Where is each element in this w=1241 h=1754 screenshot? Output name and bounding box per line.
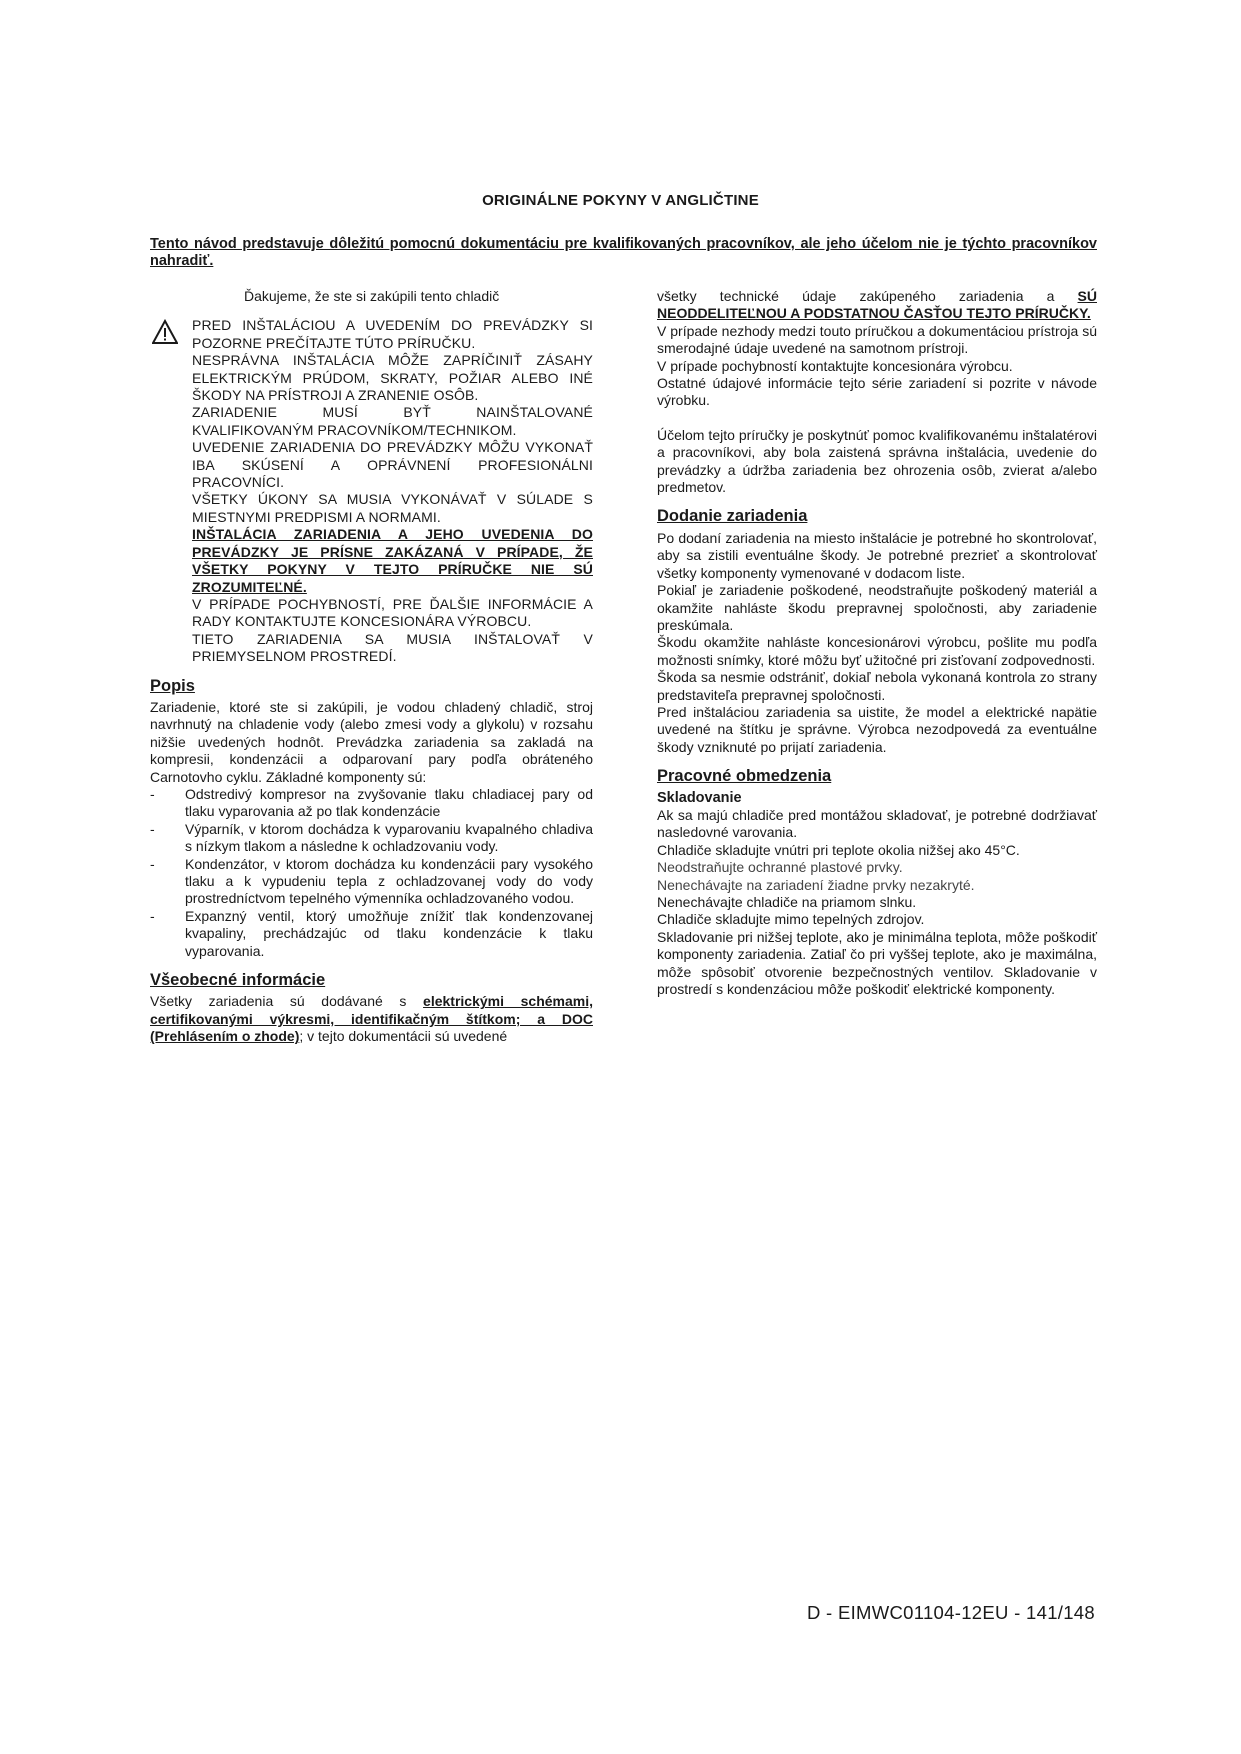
thanks-text: Ďakujeme, že ste si zakúpili tento chladič	[244, 288, 500, 304]
delivery-text-1: Po dodaní zariadenia na miesto inštalácie je potrebné ho skontrolovať, aby sa zistili eventuálne škody. Je potrebné prezrieť a skontrolovať všetky komponenty vymenované v dodacom liste.	[657, 529, 1097, 581]
storage-text-4: Nenechávajte na zariadení žiadne prvky nezakryté.	[657, 876, 975, 893]
storage-text-2: Chladiče skladujte vnútri pri teplote okolia nižšej ako 45°C.	[657, 841, 1020, 858]
subheading-skladovanie: Skladovanie	[657, 789, 742, 806]
technical-data-continuation: všetky technické údaje zakúpeného zariadenia a SÚ NEODDELITEĽNOU A PODSTATNOU ČASŤOU TEJTO PRÍRUČKY.	[657, 288, 1097, 322]
list-item: - Expanzný ventil, ktorý umožňuje znížiť tlak kondenzovanej kvapaliny, prechádzajúc od tlaku kondenzácie k tlaku vyparovania.	[150, 908, 593, 960]
components-list	[150, 786, 593, 960]
warning-qualified-personnel: ZARIADENIE MUSÍ BYŤ NAINŠTALOVANÉ KVALIFIKOVANÝM PRACOVNÍKOM/TECHNIKOM.	[192, 404, 593, 438]
manual-purpose: Účelom tejto príručky je poskytnúť pomoc kvalifikovanému inštalatérovi a pracovníkovi, aby bola zaistená správna inštalácia, uvedenie do prevádzky a údržba zariadenia bez ohrozenia osôb, zvierat a/alebo predmetov.	[657, 426, 1097, 496]
left-column	[150, 288, 593, 1046]
warning-prohibited: INŠTALÁCIA ZARIADENIA A JEHO UVEDENIA DO PREVÁDZKY JE PRÍSNE ZAKÁZANÁ V PRÍPADE, ŽE VŠETKY POKYNY V TEJTO PRÍRUČKE NIE SÚ ZROZUMITEĽNÉ.	[192, 526, 593, 595]
section-heading-vseobecne: Všeobecné informácie	[150, 971, 326, 990]
section-heading-popis: Popis	[150, 676, 195, 695]
intro-note: Tento návod predstavuje dôležitú pomocnú dokumentáciu pre kvalifikovaných pracovníkov, ale jeho účelom nie je týchto pracovníkov nahradiť.	[150, 236, 1097, 269]
storage-text-5: Nenechávajte chladiče na priamom slnku.	[657, 894, 917, 910]
warning-commissioning: UVEDENIE ZARIADENIA DO PREVÁDZKY MÔŽU VYKONAŤ IBA SKÚSENÍ A OPRÁVNENÍ PROFESIONÁLNI PRACOVNÍCI.	[192, 439, 593, 491]
warning-industrial-environment: TIETO ZARIADENIA SA MUSIA INŠTALOVAŤ V PRIEMYSELNOM PROSTREDÍ.	[192, 630, 593, 665]
storage-text-7: Skladovanie pri nižšej teplote, ako je minimálna teplota, môže poškodiť komponenty zariadenia. Zatiaľ čo pri vyššej teplote, ako je maximálna, môže spôsobiť otvorenie bezpečnostných ventilov. Skladovanie v prostredí s kondenzáciou môže poškodiť elektrické komponenty.	[657, 928, 1097, 998]
storage-text-6: Chladiče skladujte mimo tepelných zdrojov.	[657, 911, 925, 928]
warning-contact-dealer: V PRÍPADE POCHYBNOSTÍ, PRE ĎALŠIE INFORMÁCIE A RADY KONTAKTUJTE KONCESIONÁRA VÝROBCU.	[192, 595, 593, 630]
warning-read-manual: PRED INŠTALÁCIOU A UVEDENÍM DO PREVÁDZKY SI POZORNE PREČÍTAJTE TÚTO PRÍRUČKU.	[192, 317, 593, 351]
warning-triangle-icon	[152, 319, 178, 345]
right-column	[657, 288, 1097, 998]
documents-list-emphasis: elektrickými schémami, certifikovanými výkresmi, identifikačným štítkom; a DOC (Prehlásením o zhode)	[150, 993, 593, 1045]
other-info-note: Ostatné údajové informácie tejto série zariadení si pozrite v návode výrobku.	[657, 375, 1097, 409]
discrepancy-note: V prípade nezhody medzi touto príručkou a dokumentáciou prístroja sú smerodajné údaje uvedené na samotnom prístroji.	[657, 322, 1097, 357]
delivery-text-2: Pokiaľ je zariadenie poškodené, neodstraňujte poškodený materiál a okamžite nahláste škodu prepravnej spoločnosti, aby zariadenie preskúmala.	[657, 582, 1097, 633]
warning-incorrect-install: NESPRÁVNA INŠTALÁCIA MÔŽE ZAPRÍČINIŤ ZÁSAHY ELEKTRICKÝM PRÚDOM, SKRATY, POŽIAR ALEBO INÉ ŠKODY NA PRÍSTROJI A ZRANENIE OSÔB.	[192, 352, 593, 404]
delivery-text-4: Škoda sa nesmie odstrániť, dokiaľ nebola vykonaná kontrola zo strany predstaviteľa prepravnej spoločnosti.	[657, 669, 1097, 703]
list-item: - Výparník, v ktorom dochádza k vyparovaniu kvapalného chladiva s nízkym tlakom a následne k ochladzovaniu vody.	[150, 821, 593, 856]
doubts-note: V prípade pochybností kontaktujte koncesionára výrobcu.	[657, 357, 1013, 374]
section-heading-obmedzenia: Pracovné obmedzenia	[657, 767, 832, 786]
integral-part-emphasis: SÚ NEODDELITEĽNOU A PODSTATNOU ČASŤOU TEJTO PRÍRUČKY.	[657, 288, 1097, 322]
page-footer: D - EIMWC01104-12EU - 141/148	[806, 1602, 1095, 1623]
list-item: - Kondenzátor, v ktorom dochádza ku kondenzácii pary vysokého tlaku a k vypudeniu tepla z ochladzovanej vody do vody prostredníctvom tepelného výmenníka ochladzovaného vodou.	[150, 856, 593, 908]
warning-local-regulations: VŠETKY ÚKONY SA MUSIA VYKONÁVAŤ V SÚLADE S MIESTNYMI PREDPISMI A NORMAMI.	[192, 491, 593, 525]
popis-text: Zariadenie, ktoré ste si zakúpili, je vodou chladený chladič, stroj navrhnutý na chladenie vody (alebo zmesi vody a glykolu) v rozsahu nižšie uvedených hodnôt. Prevádzka zariadenia sa zakladá na kompresii, kondenzácii a odparovaní pary podľa obráteného Carnotovho cyklu. Základné komponenty sú:	[150, 698, 593, 785]
storage-text-3: Neodstraňujte ochranné plastové prvky.	[657, 859, 903, 876]
storage-text-1: Ak sa majú chladiče pred montážou skladovať, je potrebné dodržiavať nasledovné varovania.	[657, 806, 1097, 841]
list-item: - Odstredivý kompresor na zvyšovanie tlaku chladiacej pary od tlaku vyparovania až po tlak kondenzácie	[150, 786, 593, 821]
vseobecne-text: Všetky zariadenia sú dodávané s elektrickými schémami, certifikovanými výkresmi, identifikačným štítkom; a DOC (Prehlásením o zhode); v tejto dokumentácii sú uvedené	[150, 993, 593, 1045]
delivery-text-5: Pred inštaláciou zariadenia sa uistite, že model a elektrické napätie uvedené na štítku je správne. Výrobca nezodpovedá za eventuálne škody vzniknuté po prijatí zariadenia.	[657, 703, 1097, 755]
section-heading-dodanie: Dodanie zariadenia	[657, 507, 808, 526]
delivery-text-3: Škodu okamžite nahláste koncesionárovi výrobcu, pošlite mu podľa možnosti snímky, ktoré môžu byť užitočné pri zisťovaní zodpovednosti.	[657, 634, 1097, 668]
safety-warning	[150, 317, 593, 665]
document-title: ORIGINÁLNE POKYNY V ANGLIČTINE	[482, 192, 759, 209]
